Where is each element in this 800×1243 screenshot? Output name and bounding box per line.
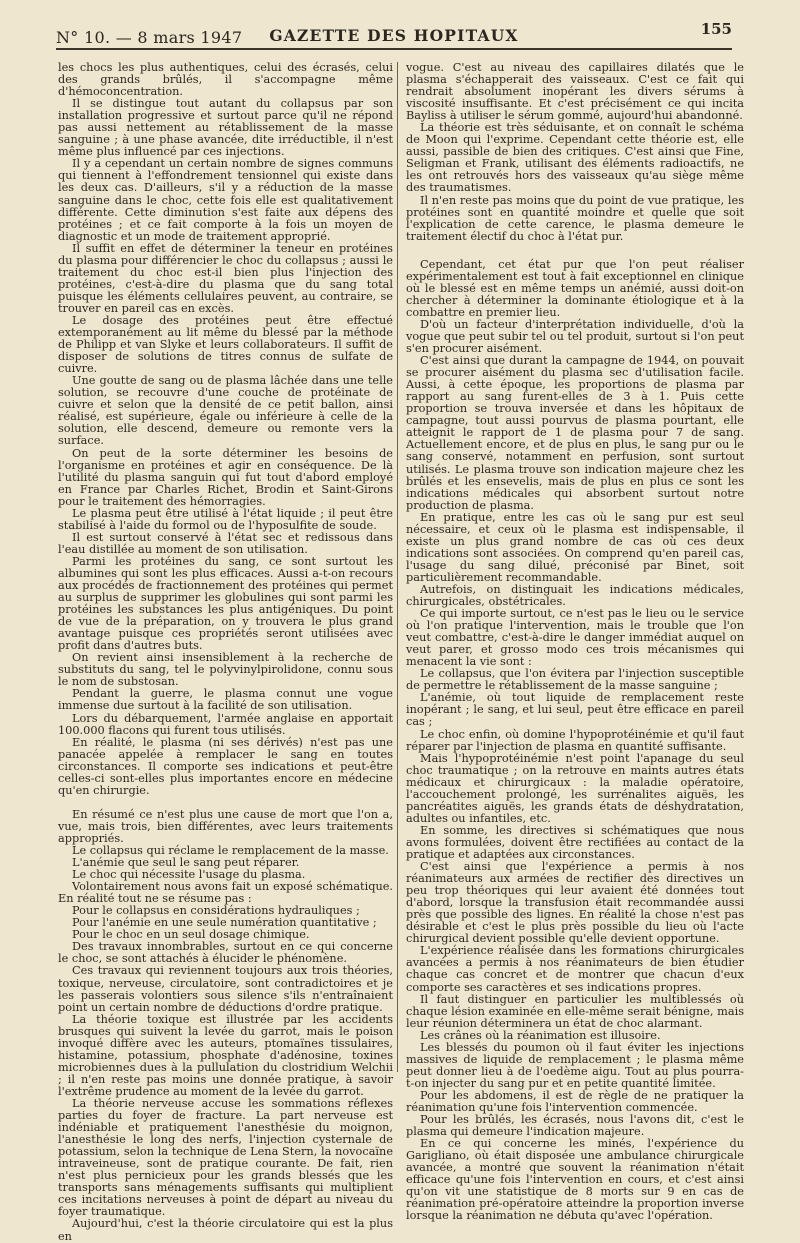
left-column: [58, 62, 393, 1243]
paragraph: La théorie est très séduisante, et on connaît le schéma de Moon qui l'exprime. Cependant cette théorie est, elle aussi, passible de bien des critiques. C'est ainsi que Fine, Seligman et Frank, utilisant des éléments radioactifs, ne les ont retrouvés hors des vaisseaux qu'au siège même des traumatismes.: [406, 121, 744, 195]
paragraph: Autrefois, on distinguait les indications médicales, chirurgicales, obstétricales.: [406, 582, 744, 609]
paragraph: Le collapsus, que l'on évitera par l'injection susceptible de permettre le rétablissement de la masse sanguine ;: [406, 667, 744, 693]
paragraph: Le plasma peut être utilisé à l'état liquide ; il peut être stabilisé à l'aide du formol ou de l'hyposulfite de soude.: [58, 506, 393, 532]
paragraph: Il y a cependant un certain nombre de signes communs qui tiennent à l'effondrement tensionnel qui existe dans les deux cas. D'ailleurs, s'il y a réduction de la masse sanguine dans le choc, cette fois elle est qualitativement différente. Cette diminution s'est faite aux dépens des protéines ; et ce fait comporte à la fois un moyen de diagnostic et un mode de traitement approprié.: [58, 157, 393, 243]
paragraph: Mais l'hypoprotéinémie n'est point l'apanage du seul choc traumatique ; on la retrouve en maints autres états médicaux et chirurgicaux : la maladie opératoire, l'accouchement prolongé, les surrénalites aiguës, les pancréatites aiguës, les grands états de déshydratation, adultes ou infantiles, etc.: [406, 751, 744, 825]
paragraph: On peut de la sorte déterminer les besoins de l'organisme en protéines et agir en conséquence. De là l'utilité du plasma sanguin qui fut tout d'abord employé en France par Charles Richet, Brodin et Saint-Girons pour le traitement des hémorragies.: [58, 446, 393, 508]
paragraph: vogue. C'est au niveau des capillaires dilatés que le plasma s'échapperait des vaisseaux. C'est ce fait qui rendrait absolument inopérant les divers sérums à viscosité insuffisante. Et c'est précisément ce qui incita Bayliss à utiliser le sérum gommé, aujourd'hui abandonné.: [406, 61, 744, 123]
right-column: [406, 62, 744, 1222]
paragraph: En réalité, le plasma (ni ses dérivés) n'est pas une panacée appelée à remplacer le sang en toutes circonstances. Il comporte ses indications et peut-être celles-ci sont-elles plus importantes encore en médecine qu'en chirurgie.: [58, 735, 393, 797]
page-header: [56, 22, 732, 50]
paragraph: L'anémie que seul le sang peut réparer.: [72, 856, 300, 870]
paragraph: Une goutte de sang ou de plasma lâchée dans une telle solution, se recouvre d'une couche de protéinate de cuivre et selon que la densité de ce petit ballon, ainsi réalisé, est supérieure, égale ou inférieure à celle de la solution, elle descend, demeure ou remonte vers la surface.: [58, 374, 393, 448]
paragraph: L'anémie, où tout liquide de remplacement reste inopérant ; le sang, et lui seul, peut être efficace en pareil cas ;: [406, 691, 744, 729]
paragraph: Aujourd'hui, c'est la théorie circulatoire qui est la plus en: [58, 1217, 393, 1243]
paragraph: Pendant la guerre, le plasma connut une vogue immense due surtout à la facilité de son utilisation.: [58, 687, 393, 713]
paragraph: En ce qui concerne les minés, l'expérience du Garigliano, où était disposée une ambulance chirurgicale avancée, a montré que souvent la réanimation n'était efficace qu'une fois l'intervention en cours, et c'est ainsi qu'on vit une statistique de 8 morts sur 9 en cas de réanimation pré-opératoire atteindre la proportion inverse lorsque la réanimation ne débuta qu'avec l'opération.: [406, 1137, 744, 1223]
issue-number: N° 10. — 8 mars 1947: [56, 28, 243, 47]
paragraph: Il se distingue tout autant du collapsus par son installation progressive et surtout parce qu'il ne répond pas aussi nettement au rétablissement de la masse sanguine ; à une phase avancée, dite irréductible, il n'est même plus influencé par ces injections.: [58, 97, 393, 159]
paragraph: La théorie toxique est illustrée par les accidents brusques qui suivent la levée du garrot, mais le poison invoqué diffère avec les auteurs, ptomaïnes tissulaires, histamine, potassium, phosphate d'adénosine, toxines microbiennes dues à la pullulation du clostridium Welchii ; il n'en reste pas moins une donnée pratique, à savoir l'extrême prudence au moment de la levée du garrot.: [58, 1012, 393, 1098]
paragraph: Le collapsus qui réclame le remplacement de la masse.: [72, 844, 389, 857]
paragraph: Ces travaux qui reviennent toujours aux trois théories, toxique, nerveuse, circulatoire, sont contradictoires et je les passerais volontiers sous silence s'ils n'entraînaient point un certain nombre de déductions d'ordre pratique.: [58, 964, 393, 1014]
paragraph: Volontairement nous avons fait un exposé schématique. En réalité tout ne se résume pas :: [58, 880, 393, 906]
paragraph: En résumé ce n'est plus une cause de mort que l'on a, vue, mais trois, bien différentes, avec leurs traitements appropriés.: [58, 807, 393, 845]
paragraph: Lors du débarquement, l'armée anglaise en apportait 100.000 flacons qui furent tous utilisés.: [58, 711, 393, 737]
paragraph: Pour l'anémie en une seule numération quantitative ;: [72, 916, 377, 930]
paragraph: Pour les abdomens, il est de règle de ne pratiquer la réanimation qu'une fois l'intervention commencée.: [406, 1088, 744, 1114]
paragraph: C'est ainsi que durant la campagne de 1944, on pouvait se procurer aisément du plasma sec d'utilisation facile. Aussi, à cette époque, les proportions de plasma par rapport au sang furent-elles de 3 à 1. Puis cette proportion se trouva inversée et dans les hôpitaux de campagne, tout aussi pourvus de plasma pourtant, elle atteignit le rapport de 1 de plasma pour 7 de sang. Actuellement encore, et de plus en plus, le sang pur ou le sang conservé, notamment en perfusion, sont surtout utilisés. Le plasma trouve son indication majeure chez les brûlés et les ensevelis, mais de plus en plus ce sont les indications médicales qui absorbent surtout notre production de plasma.: [406, 354, 744, 512]
paragraph: L'expérience réalisée dans les formations chirurgicales avancées a permis à nos réanimateurs de bien étudier chaque cas concret et de montrer que chacun d'eux comporte ses caractères et ses indications propres.: [406, 944, 744, 994]
page-number: 155: [700, 20, 732, 38]
paragraph: Il n'en reste pas moins que du point de vue pratique, les protéines sont en quantité moindre et quelle que soit l'explication de cette carence, le plasma demeure le traitement électif du choc à l'état pur.: [406, 193, 744, 243]
paragraph: Parmi les protéines du sang, ce sont surtout les albumines qui sont les plus efficaces. Aussi a-t-on recours aux procédés de fractionnement des protéines qui permet au surplus de supprimer les globulines qui sont parmi les protéines les substances les plus antigéniques. Du point de vue de la préparation, on y trouvera le plus grand avantage puisque ces propriétés seront utilisées avec profit dans d'autres buts.: [58, 554, 393, 653]
paragraph: Ce qui importe surtout, ce n'est pas le lieu ou le service où l'on pratique l'intervention, mais le trouble que l'on veut combattre, c'est-à-dire le danger immédiat auquel on veut parer, et grosso modo ces trois mécanismes qui menacent la vie sont :: [406, 607, 744, 669]
paragraph: La théorie nerveuse accuse les sommations réflexes parties du foyer de fracture. La part nerveuse est indéniable et pratiquement l'anesthésie du moignon, l'anesthésie le long des nerfs, l'injection cysternale de potassium, selon la technique de Lena Stern, la novocaïne intraveineuse, sont de pratique courante. De fait, rien n'est plus pernicieux pour les grands blessés que les transports sans ménagements suffisants qui multiplient ces incitations nerveuses à point de départ au niveau du foyer traumatique.: [58, 1096, 393, 1219]
paragraph: En pratique, entre les cas où le sang pur est seul nécessaire, et ceux où le plasma est indispensable, il existe un plus grand nombre de cas où ces deux indications sont associées. On comprend qu'en pareil cas, l'usage du sang dilué, préconisé par Binet, soit particulièrement recommandable.: [406, 510, 744, 584]
paragraph: Pour le collapsus en considérations hydrauliques ;: [72, 904, 360, 918]
paragraph: Il est surtout conservé à l'état sec et redissous dans l'eau distillée au moment de son utilisation.: [58, 530, 393, 556]
paragraph: Le dosage des protéines peut être effectué extemporanément au lit même du blessé par la méthode de Philipp et van Slyke et leurs collaborateurs. Il suffit de disposer de solutions de titres connus de sulfate de cuivre.: [58, 313, 393, 376]
journal-title: GAZETTE DES HOPITAUX: [269, 26, 519, 45]
paragraph: Il suffit en effet de déterminer la teneur en protéines du plasma pour différencier le choc du collapsus ; aussi le traitement du choc est-il bien plus l'injection des protéines, c'est-à-dire du plasma que du sang total puisque les éléments cellulaires peuvent, au contraire, se trouver en pareil cas en excès.: [58, 241, 393, 315]
paragraph: En somme, les directives si schématiques que nous avons formulées, doivent être rectifiées au contact de la pratique et adaptées aux circonstances.: [406, 823, 744, 861]
paragraph: Les crânes où la réanimation est illusoire.: [420, 1028, 661, 1042]
paragraph: Pour le choc en un seul dosage chimique.: [72, 928, 310, 942]
column-divider: [397, 62, 398, 1072]
paragraph: Le choc qui nécessite l'usage du plasma.: [72, 868, 306, 882]
paragraph: Pour les brûlés, les écrasés, nous l'avons dit, c'est le plasma qui demeure l'indication majeure.: [406, 1113, 744, 1139]
paragraph: Il faut distinguer en particulier les multiblessés où chaque lésion examinée en elle-même serait bénigne, mais leur réunion déterminera un état de choc alarmant.: [406, 992, 744, 1030]
paragraph: On revient ainsi insensiblement à la recherche de substituts du sang, tel le polyvinylpirolidone, connu sous le nom de substosan.: [58, 651, 393, 689]
paragraph: les chocs les plus authentiques, celui des écrasés, celui des grands brûlés, il s'accompagne même d'hémoconcentration.: [58, 61, 393, 99]
paragraph: Le choc enfin, où domine l'hypoprotéinémie et qu'il faut réparer par l'injection de plasma en quantité suffisante.: [406, 727, 744, 753]
paragraph: C'est ainsi que l'expérience a permis à nos réanimateurs aux armées de rectifier des directives un peu trop théoriques qui leur avaient été données tout d'abord, lorsque la transfusion était recommandée aussi près que possible des lignes. En réalité la chose n'est pas désirable et c'est le plus près possible du lieu où l'acte chirurgical devient possible qu'elle devient opportune.: [406, 860, 744, 946]
paragraph: Cependant, cet état pur que l'on peut réaliser expérimentalement est tout à fait exceptionnel en clinique où le blessé est en même temps un anémié, aussi doit-on chercher à déterminer la dominante étiologique et à la combattre en premier lieu.: [406, 257, 744, 319]
paragraph: Des travaux innombrables, surtout en ce qui concerne le choc, se sont attachés à élucider le phénomène.: [58, 940, 393, 966]
paragraph: Les blessés du poumon où il faut éviter les injections massives de liquide de remplacement ; le plasma même peut donner lieu à de l'oedème aigu. Tout au plus pourra-t-on injecter du sang pur et en petite quantité limitée.: [406, 1040, 744, 1090]
paragraph: D'où un facteur d'interprétation individuelle, d'où la vogue que peut subir tel ou tel produit, surtout si l'on peut s'en procurer aisément.: [406, 317, 744, 356]
